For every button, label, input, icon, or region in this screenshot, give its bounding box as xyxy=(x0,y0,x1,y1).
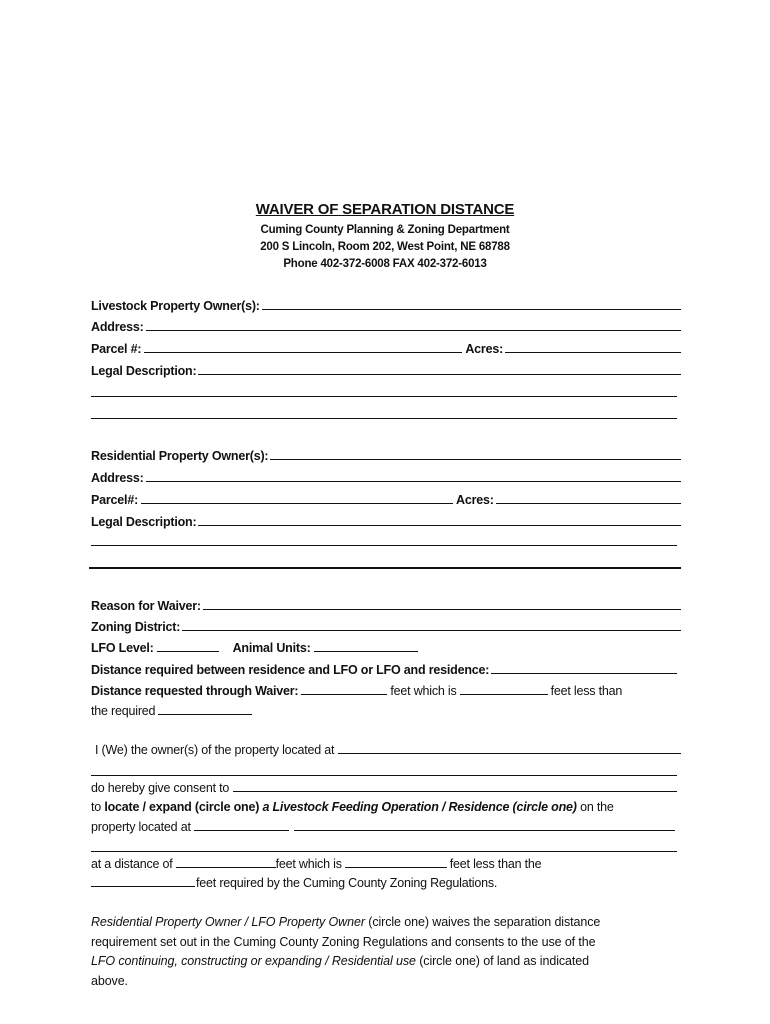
reason-label: Reason for Waiver: xyxy=(91,599,201,613)
owners-located-line-2[interactable] xyxy=(91,775,677,776)
form-title: WAIVER OF SEPARATION DISTANCE xyxy=(255,201,515,218)
residential-legal-row xyxy=(91,511,681,529)
feet-less-than-text: feet less than xyxy=(550,684,623,698)
feet-required-text: feet required by the Cuming County Zoning Regulations. xyxy=(196,876,498,890)
residential-legal-label: Legal Description: xyxy=(91,515,197,529)
distance-of-text: at a distance of xyxy=(91,857,173,871)
feet-which-is-text: feet which is xyxy=(390,684,457,698)
consent-feet-which-is-text: feet which is xyxy=(275,857,342,871)
owner-choice[interactable]: Residential Property Owner / LFO Property Owner xyxy=(91,915,365,929)
statement-text-3: (circle one) of land as indicated xyxy=(419,954,589,968)
distance-of-row xyxy=(91,853,681,871)
distance-required-label: Distance required between residence and LFO or LFO and residence: xyxy=(91,663,490,677)
statement-text-1: (circle one) waives the separation distance xyxy=(368,915,601,929)
feet-required-row xyxy=(91,872,681,890)
distance-of-field[interactable] xyxy=(176,867,276,868)
section-divider xyxy=(89,567,681,569)
residential-acres-field[interactable] xyxy=(496,503,681,504)
owners-located-field[interactable] xyxy=(338,753,681,754)
livestock-owner-field[interactable] xyxy=(262,309,681,310)
reason-field[interactable] xyxy=(203,609,681,610)
locate-expand-choice[interactable]: locate / expand (circle one) xyxy=(104,800,260,814)
residential-address-row xyxy=(91,467,681,485)
waiver-statement xyxy=(91,913,681,991)
feet-difference-field[interactable] xyxy=(460,694,548,695)
animal-units-label: Animal Units: xyxy=(232,641,311,655)
livestock-legal-line-2[interactable] xyxy=(91,396,677,397)
property-located-text: property located at xyxy=(91,820,191,834)
to-text: to xyxy=(91,800,102,814)
residential-parcel-field[interactable] xyxy=(141,503,453,504)
residential-acres-label: Acres: xyxy=(456,493,494,507)
distance-requested-row xyxy=(91,680,681,698)
livestock-legal-line-3[interactable] xyxy=(91,418,677,419)
zoning-row xyxy=(91,616,681,634)
distance-requested-field[interactable] xyxy=(301,694,387,695)
statement-text-2: requirement set out in the Cuming County Zoning Regulations and consents to the use of the xyxy=(91,934,596,949)
livestock-address-field[interactable] xyxy=(146,330,681,331)
owners-located-text: I (We) the owner(s) of the property located at xyxy=(95,743,335,757)
livestock-address-row xyxy=(91,316,681,334)
residential-address-label: Address: xyxy=(91,471,144,485)
livestock-legal-label: Legal Description: xyxy=(91,364,197,378)
residential-parcel-label: Parcel#: xyxy=(91,493,139,507)
livestock-parcel-field[interactable] xyxy=(144,352,462,353)
distance-requested-label: Distance requested through Waiver: xyxy=(91,684,299,698)
residential-legal-line-2[interactable] xyxy=(91,545,677,546)
livestock-parcel-row xyxy=(91,338,681,356)
use-choice[interactable]: LFO continuing, constructing or expanding / Residential use xyxy=(91,954,416,968)
property-located-line-2[interactable] xyxy=(91,851,677,852)
zoning-label: Zoning District: xyxy=(91,620,181,634)
property-located-row xyxy=(91,816,681,834)
operation-choice[interactable]: a Livestock Feeding Operation / Residence (circle one) xyxy=(262,800,577,814)
livestock-owner-label: Livestock Property Owner(s): xyxy=(91,299,260,313)
the-required-row xyxy=(91,700,681,718)
on-the-text: on the xyxy=(580,800,614,814)
residential-parcel-row xyxy=(91,489,681,507)
give-consent-text: do hereby give consent to xyxy=(91,781,230,795)
residential-owner-label: Residential Property Owner(s): xyxy=(91,449,269,463)
feet-required-field[interactable] xyxy=(91,886,195,887)
property-located-field-1[interactable] xyxy=(194,830,289,831)
animal-units-field[interactable] xyxy=(314,651,418,652)
livestock-acres-label: Acres: xyxy=(465,342,504,356)
department-address: 200 S Lincoln, Room 202, West Point, NE 68788 xyxy=(260,241,510,253)
zoning-field[interactable] xyxy=(182,630,681,631)
residential-address-field[interactable] xyxy=(146,481,681,482)
department-name: Cuming County Planning & Zoning Department xyxy=(260,224,510,236)
reason-row xyxy=(91,595,681,613)
give-consent-field[interactable] xyxy=(233,791,677,792)
distance-required-row xyxy=(91,659,681,677)
statement-text-4: above. xyxy=(91,973,128,988)
livestock-owner-row xyxy=(91,295,681,313)
property-located-field-2[interactable] xyxy=(294,830,675,831)
lfo-label: LFO Level: xyxy=(91,641,154,655)
livestock-legal-row xyxy=(91,360,681,378)
residential-owner-row xyxy=(91,445,681,463)
give-consent-row xyxy=(91,777,681,795)
residential-legal-field[interactable] xyxy=(198,525,681,526)
residential-owner-field[interactable] xyxy=(270,459,681,460)
consent-difference-field[interactable] xyxy=(345,867,447,868)
distance-required-field[interactable] xyxy=(491,673,677,674)
feet-less-than-the-text: feet less than the xyxy=(449,857,542,871)
livestock-address-label: Address: xyxy=(91,320,144,334)
livestock-acres-field[interactable] xyxy=(505,352,681,353)
lfo-field[interactable] xyxy=(157,651,219,652)
lfo-row xyxy=(91,637,681,655)
the-required-field[interactable] xyxy=(158,714,252,715)
livestock-parcel-label: Parcel #: xyxy=(91,342,142,356)
locate-expand-row xyxy=(91,796,681,814)
department-phone: Phone 402-372-6008 FAX 402-372-6013 xyxy=(283,258,487,270)
livestock-legal-field[interactable] xyxy=(198,374,681,375)
the-required-text: the required xyxy=(91,704,156,718)
owners-located-row xyxy=(95,739,681,757)
